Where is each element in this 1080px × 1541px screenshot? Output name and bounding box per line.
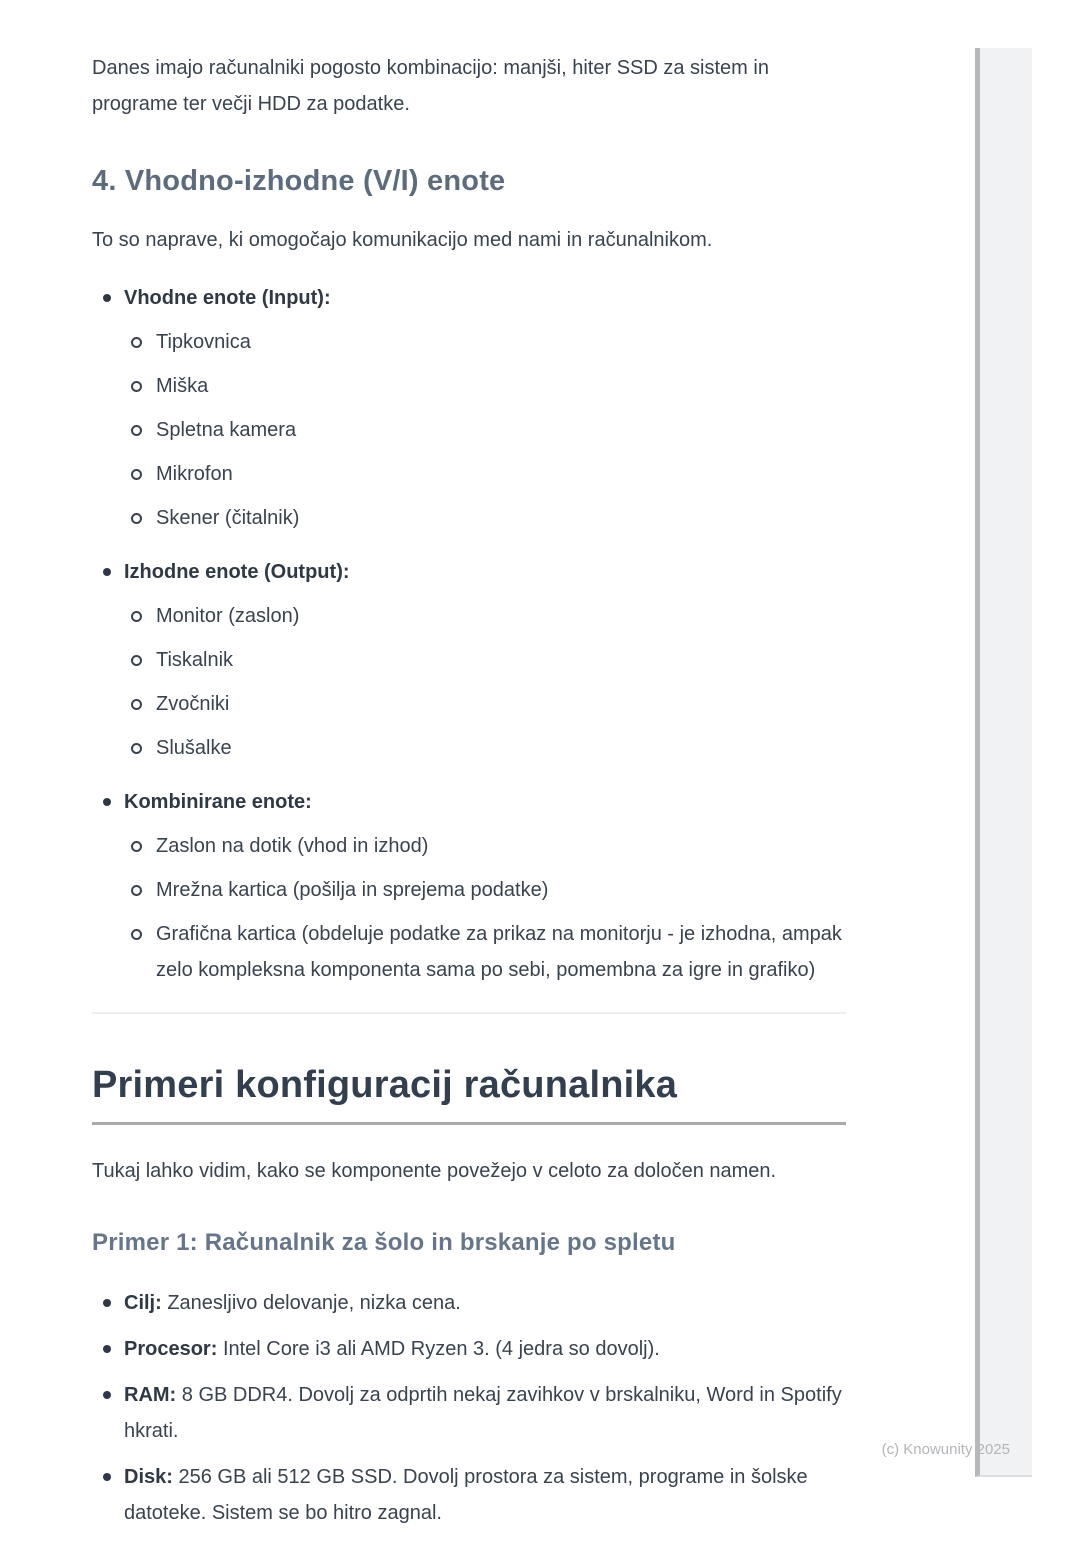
spec-label: Disk: <box>124 1466 173 1488</box>
list-item <box>92 324 846 360</box>
list-group-combined <box>92 784 846 988</box>
combined-devices-sublist <box>92 828 846 988</box>
spec-item-cilj <box>92 1285 846 1321</box>
list-item-text: Tipkovnica <box>156 331 251 353</box>
list-item-text: Zvočniki <box>156 693 230 715</box>
list-item <box>92 730 846 766</box>
list-item-text: Spletna kamera <box>156 419 297 441</box>
copyright-watermark: (c) Knowunity 2025 <box>881 1441 1010 1458</box>
bullet-circle-icon <box>131 743 142 754</box>
list-item-text: Mikrofon <box>156 463 233 485</box>
list-item <box>92 642 846 678</box>
spec-text: Intel Core i3 ali AMD Ryzen 3. (4 jedra so dovolj). <box>222 1338 660 1360</box>
io-devices-list <box>92 280 846 988</box>
list-group-input <box>92 280 846 536</box>
list-item-text: Slušalke <box>156 737 232 759</box>
bullet-circle-icon <box>131 469 142 480</box>
list-item <box>92 916 846 988</box>
spec-item-procesor <box>92 1331 846 1367</box>
spec-label: Cilj: <box>124 1292 162 1314</box>
bullet-disc-icon <box>103 1299 111 1307</box>
list-item-text: Miška <box>156 375 209 397</box>
bullet-circle-icon <box>131 381 142 392</box>
section-heading-io: 4. Vhodno-izhodne (V/I) enote <box>92 165 506 197</box>
spec-label: Procesor: <box>124 1338 218 1360</box>
group-label-text: Izhodne enote (Output): <box>124 561 350 583</box>
list-item <box>92 368 846 404</box>
list-item-text: Tiskalnik <box>156 649 234 671</box>
list-group-label <box>92 784 846 820</box>
bullet-circle-icon <box>131 841 142 852</box>
list-group-label <box>92 554 846 590</box>
spec-text: 256 GB ali 512 GB SSD. Dovolj prostora za sistem, programe in šolske datoteke. Sistem se bo hitro zagnal. <box>124 1466 808 1524</box>
bullet-disc-icon <box>103 568 111 576</box>
list-item-text: Zaslon na dotik (vhod in izhod) <box>156 835 429 857</box>
list-item <box>92 872 846 908</box>
examples-lead-paragraph: Tukaj lahko vidim, kako se komponente povežejo v celoto za določen namen. <box>92 1160 777 1182</box>
bullet-circle-icon <box>131 655 142 666</box>
list-item <box>92 598 846 634</box>
main-heading: Primeri konfiguracij računalnika <box>92 1062 846 1125</box>
list-item-text: Grafična kartica (obdeluje podatke za prikaz na monitorju - je izhodna, ampak zelo kompleksna komponenta sama po sebi, pomembna za igre in grafiko) <box>156 923 842 981</box>
section-divider <box>92 1012 846 1014</box>
bullet-disc-icon <box>103 294 111 302</box>
list-item-text: Skener (čitalnik) <box>156 507 300 529</box>
bullet-circle-icon <box>131 885 142 896</box>
spec-label: RAM: <box>124 1384 177 1406</box>
bullet-circle-icon <box>131 699 142 710</box>
example1-spec-list <box>92 1285 846 1531</box>
bullet-disc-icon <box>103 798 111 806</box>
list-group-label <box>92 280 846 316</box>
spec-text: Zanesljivo delovanje, nizka cena. <box>167 1292 461 1314</box>
bullet-disc-icon <box>103 1391 111 1399</box>
document-page <box>92 0 846 1541</box>
list-item-text: Monitor (zaslon) <box>156 605 300 627</box>
list-item-text: Mrežna kartica (pošilja in sprejema podatke) <box>156 879 549 901</box>
input-devices-sublist <box>92 324 846 536</box>
output-devices-sublist <box>92 598 846 766</box>
group-label-text: Kombinirane enote: <box>124 791 312 813</box>
bullet-disc-icon <box>103 1345 111 1353</box>
list-item <box>92 686 846 722</box>
io-lead-paragraph: To so naprave, ki omogočajo komunikacijo med nami in računalnikom. <box>92 229 713 251</box>
example1-heading: Primer 1: Računalnik za šolo in brskanje po spletu <box>92 1229 676 1256</box>
bullet-circle-icon <box>131 513 142 524</box>
bullet-circle-icon <box>131 611 142 622</box>
intro-paragraph: Danes imajo računalniki pogosto kombinacijo: manjši, hiter SSD za sistem in programe ter večji HDD za podatke. <box>92 57 769 115</box>
list-group-output <box>92 554 846 766</box>
list-item <box>92 412 846 448</box>
spec-text: 8 GB DDR4. Dovolj za odprtih nekaj zavihkov v brskalniku, Word in Spotify hkrati. <box>124 1384 842 1442</box>
bullet-disc-icon <box>103 1473 111 1481</box>
bullet-circle-icon <box>131 337 142 348</box>
bullet-circle-icon <box>131 929 142 940</box>
bullet-circle-icon <box>131 425 142 436</box>
scrollbar-track[interactable] <box>975 48 1032 1477</box>
list-item <box>92 456 846 492</box>
group-label-text: Vhodne enote (Input): <box>124 287 331 309</box>
list-item <box>92 500 846 536</box>
list-item <box>92 828 846 864</box>
spec-item-disk <box>92 1459 846 1531</box>
spec-item-ram <box>92 1377 846 1449</box>
